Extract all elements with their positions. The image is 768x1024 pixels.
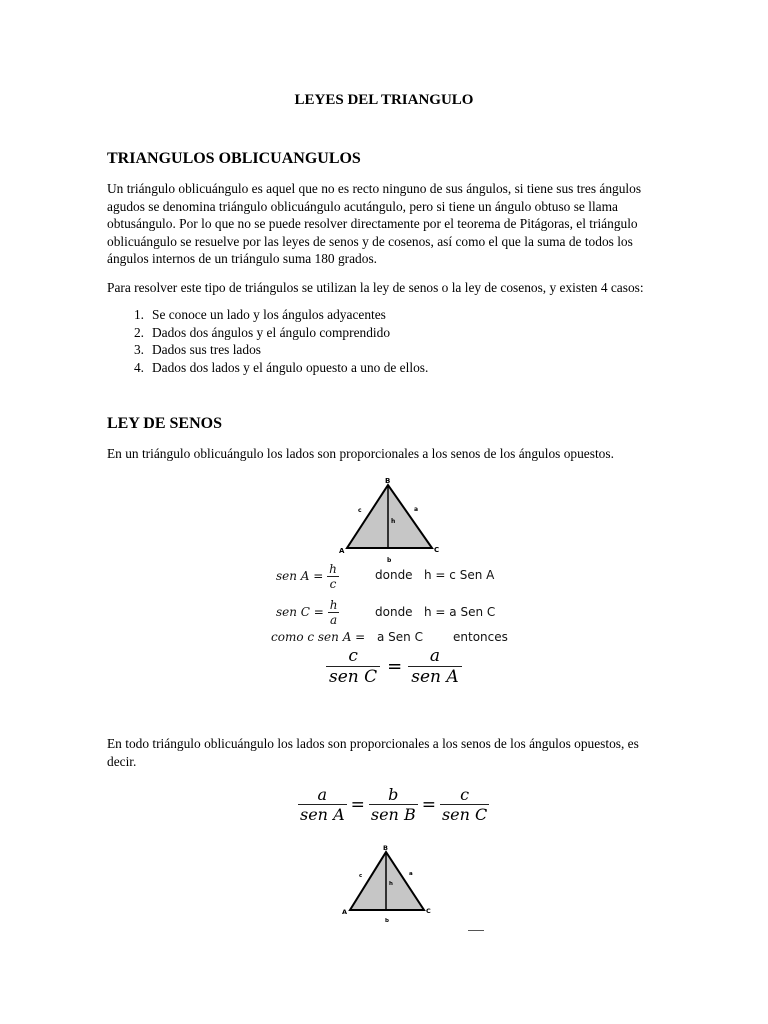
fraction: $\frac{a}{\text{sen A}}$ <box>300 785 345 824</box>
side-label-c: c <box>359 873 363 879</box>
triangle-diagram <box>330 475 450 565</box>
list-item: 3. Dados sus tres lados <box>133 342 261 358</box>
formula-como: como c sen A = <box>271 630 366 644</box>
paragraph-line: obtusángulo. Por lo que no se puede resolver directamente por el teorema de Pitágoras, el triángulo <box>107 216 638 232</box>
formula-result: $\frac{c}{\text{sen C}}$ = $\frac{a}{\text{sen A}}$ <box>325 646 462 687</box>
page-title: LEYES DEL TRIANGULO <box>294 92 474 108</box>
vertex-label-b: B <box>385 477 391 485</box>
paragraph-line: oblicuángulo se resuelve por las leyes de senos y de cosenos, así como el que la suma de todos los <box>107 233 633 249</box>
paragraph-cases-intro: Para resolver este tipo de triángulos se utilizan la ley de senos o la ley de cosenos, y existen 4 casos: <box>107 280 644 295</box>
triangle-shape <box>350 852 424 910</box>
formula-sen-a: sen A = $\frac{h}{c}$ <box>276 561 337 591</box>
formula-entonces: entonces <box>453 630 508 644</box>
list-item: 1. Se conoce un lado y los ángulos adyacentes <box>133 307 386 322</box>
stray-mark <box>468 930 484 931</box>
list-item: 2. Dados dos ángulos y el ángulo comprendido <box>133 324 391 340</box>
paragraph-line: decir. <box>107 753 137 769</box>
paragraph-line: Un triángulo oblicuángulo es aquel que no es recto ninguno de sus ángulos, si tiene sus tres ángulos <box>107 181 642 196</box>
vertex-label-a: A <box>339 547 345 555</box>
paragraph-line: agudos se denomina triángulo oblicuángulo acutángulo, pero si tiene un ángulo obtuso se llama <box>107 198 618 214</box>
side-label-a: a <box>409 871 413 877</box>
vertex-label-b: B <box>383 844 388 852</box>
section-heading-ley-de-senos: LEY DE SENOS <box>107 415 222 432</box>
list-item: 4. Dados dos lados y el ángulo opuesto a uno de ellos. <box>133 359 429 375</box>
triangle-shape <box>347 485 432 548</box>
height-label-h: h <box>391 518 396 525</box>
side-label-c: c <box>358 507 362 514</box>
formula-ley-de-senos: $\frac{a}{\text{sen A}}$ = $\frac{b}{\text{sen B}}$ = $\frac{c}{\text{sen C}}$ <box>300 785 488 824</box>
paragraph-intro <box>107 180 667 268</box>
paragraph-ley-senos-general <box>107 735 707 770</box>
side-label-a: a <box>414 506 419 513</box>
triangle-diagram <box>333 842 439 927</box>
formula-donde: donde <box>375 605 413 619</box>
height-label-h: h <box>389 881 393 887</box>
fraction: $\frac{b}{\text{sen B}}$ <box>370 785 416 824</box>
fraction: $\frac{a}{\text{sen A}}$ <box>408 646 461 687</box>
paragraph-line: En todo triángulo oblicuángulo los lados son proporcionales a los senos de los ángulos opuestos, es <box>107 736 639 751</box>
side-label-b: b <box>385 918 389 924</box>
formula-a-sen-c: a Sen C <box>377 630 423 644</box>
formula-h-a-sen-c: h = a Sen C <box>424 605 496 619</box>
fraction: $\frac{c}{\text{sen C}}$ <box>441 785 488 824</box>
vertex-label-a: A <box>342 908 348 916</box>
formula-h-c-sen-a: h = c Sen A <box>424 568 495 582</box>
cases-list <box>107 306 428 376</box>
side-label-b: b <box>387 557 392 564</box>
section-heading-oblicuangulos: TRIANGULOS OBLICUANGULOS <box>107 150 361 167</box>
vertex-label-c: C <box>434 546 440 554</box>
fraction: $\frac{h}{c}$ <box>329 561 337 591</box>
paragraph-ley-senos: En un triángulo oblicuángulo los lados son proporcionales a los senos de los ángulos opuestos. <box>107 446 614 461</box>
formula-sen-c: sen C = $\frac{h}{a}$ <box>276 597 338 627</box>
paragraph-line: ángulos internos de un triángulo suma 180 grados. <box>107 251 378 267</box>
formula-donde: donde <box>375 568 413 582</box>
fraction: $\frac{c}{\text{sen C}}$ <box>325 646 381 687</box>
fraction: $\frac{h}{a}$ <box>329 597 338 627</box>
vertex-label-c: C <box>426 907 431 915</box>
